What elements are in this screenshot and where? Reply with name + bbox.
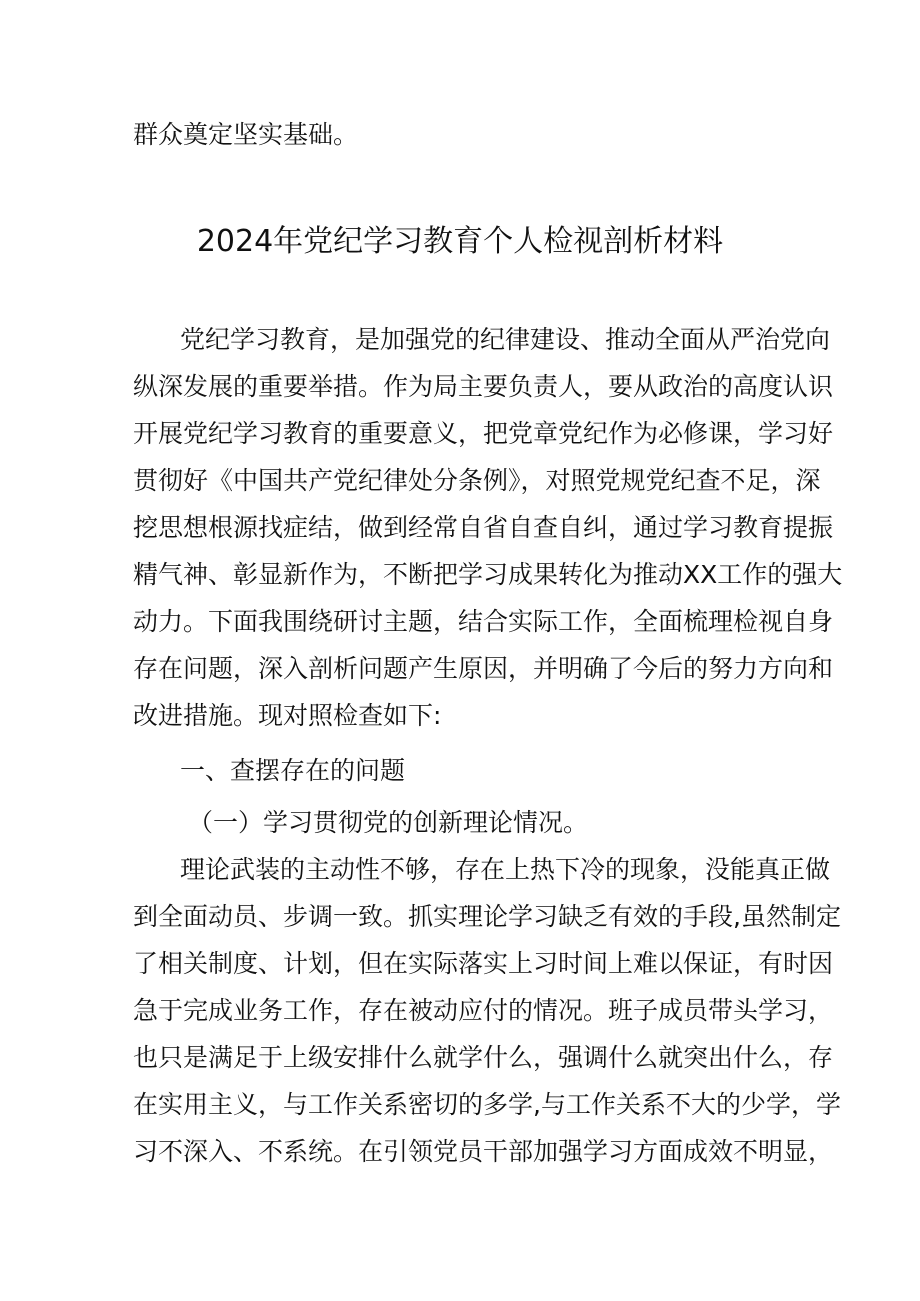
text-line: 贯彻好《中国共产党纪律处分条例》，对照党规党纪查不足，深	[133, 466, 821, 495]
text-line: 了相关制度、计划，但在实际落实上习时间上难以保证，有时因	[133, 949, 834, 978]
text-line: 在实用主义，与工作关系密切的多学,与工作关系不大的少学，学	[133, 1090, 841, 1119]
text-line: 到全面动员、步调一致。抓实理论学习缺乏有效的手段,虽然制定	[133, 902, 841, 931]
text-line: 党纪学习教育，是加强党的纪律建设、推动全面从严治党向	[180, 325, 831, 354]
leading-line: 群众奠定坚实基础。	[133, 120, 359, 149]
document-title: 2024年党纪学习教育个人检视剖析材料	[196, 224, 724, 259]
text-line: 改进措施。现对照检查如下:	[133, 701, 442, 730]
text-line: 开展党纪学习教育的重要意义，把党章党纪作为必修课，学习好	[133, 419, 834, 448]
text-line: 挖思想根源找症结，做到经常自省自查自纠，通过学习教育提振	[133, 513, 834, 542]
section-heading: 一、查摆存在的问题	[180, 756, 406, 785]
text-line: 纵深发展的重要举措。作为局主要负责人，要从政治的高度认识	[133, 372, 834, 401]
text-line: 动力。下面我围绕研讨主题，结合实际工作，全面梳理检视自身	[133, 607, 834, 636]
text-line: 精气神、彰显新作为，不断把学习成果转化为推动XX工作的强大	[133, 560, 843, 589]
text-line: 习不深入、不系统。在引领党员干部加强学习方面成效不明显，	[133, 1137, 834, 1166]
text-line: 存在问题，深入剖析问题产生原因，并明确了今后的努力方向和	[133, 654, 834, 683]
text-line: 急于完成业务工作，存在被动应付的情况。班子成员带头学习，	[133, 996, 834, 1025]
text-line: 也只是满足于上级安排什么就学什么，强调什么就突出什么，存	[133, 1043, 834, 1072]
text-line: 理论武装的主动性不够，存在上热下冷的现象，没能真正做	[180, 855, 831, 884]
subsection-heading: （一）学习贯彻党的创新理论情况。	[188, 808, 589, 837]
